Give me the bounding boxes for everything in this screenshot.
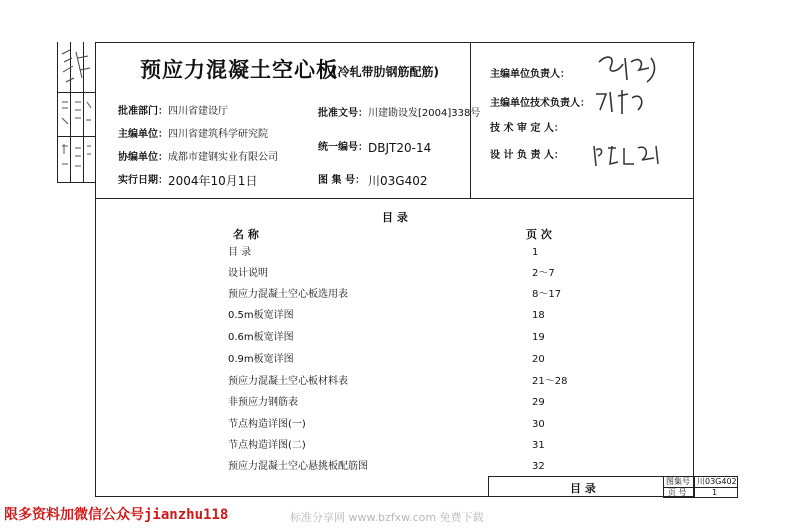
toc-item-page: 21～28 <box>532 376 568 387</box>
titleblock-page-label: 页 号 <box>668 488 687 497</box>
frame-top-line <box>95 42 695 43</box>
toc-item-name: 节点构造详图(一) <box>228 419 306 430</box>
strip-line-a <box>57 42 58 182</box>
tech-reviewer-label: 技 术 审 定 人： <box>490 123 564 134</box>
chief-editor-value: 四川省建筑科学研究院 <box>168 129 268 140</box>
titleblock-atlas-label: 图集号 <box>666 477 690 486</box>
toc-item-name: 目 录 <box>228 247 252 258</box>
toc-item-page: 2～7 <box>532 268 555 279</box>
watermark-center: 标准分享网 www.bzfxw.com 免费下载 <box>290 511 484 524</box>
strip-hline-b <box>57 136 95 137</box>
toc-item-name: 非预应力钢筋表 <box>228 397 298 408</box>
effective-date-value: 2004年10月1日 <box>168 174 258 188</box>
approval-no-value: 川建勘设发[2004]338号 <box>368 108 481 119</box>
unified-no-value: DBJT20-14 <box>368 141 432 155</box>
effective-date-label: 实行日期： <box>118 175 168 186</box>
toc-col-name: 名 称 <box>233 228 259 241</box>
atlas-no-value: 川03G402 <box>368 174 428 188</box>
titleblock-atlas-value: 川03G402 <box>697 477 737 486</box>
header-vertical-divider <box>470 42 471 198</box>
drawing-subtitle: (冷轧带肋钢筋配筋) <box>332 65 439 79</box>
chief-editor-label: 主编单位： <box>118 129 168 140</box>
titleblock-right-line <box>737 476 738 498</box>
strip-hline-c <box>57 182 95 183</box>
toc-item-name: 0.5m板宽详图 <box>228 310 294 321</box>
frame-bottom-line <box>95 496 694 497</box>
co-editor-label: 协编单位： <box>118 152 168 163</box>
toc-item-name: 0.6m板宽详图 <box>228 332 294 343</box>
approval-dept-value: 四川省建设厅 <box>168 106 228 117</box>
drawing-title: 预应力混凝土空心板 <box>140 58 338 82</box>
approval-dept-label: 批准部门： <box>118 106 168 117</box>
toc-item-page: 31 <box>532 440 545 451</box>
toc-item-page: 8～17 <box>532 289 562 300</box>
header-divider <box>95 198 694 199</box>
titleblock-page-value: 1 <box>712 488 718 497</box>
unified-no-label: 统一编号： <box>318 142 368 153</box>
toc-col-page: 页 次 <box>526 228 552 241</box>
chief-unit-lead-label: 主编单位负责人： <box>490 69 570 80</box>
toc-item-page: 18 <box>532 310 545 321</box>
toc-item-name: 设计说明 <box>228 268 268 279</box>
toc-item-name: 预应力混凝土空心悬挑板配筋图 <box>228 461 368 472</box>
signature-tech-lead <box>592 88 652 120</box>
strip-hline-a <box>57 92 95 93</box>
toc-item-page: 20 <box>532 354 545 365</box>
toc-item-page: 30 <box>532 419 545 430</box>
frame-right-line <box>693 42 694 497</box>
toc-item-name: 预应力混凝土空心板材料表 <box>228 376 348 387</box>
toc-item-page: 19 <box>532 332 545 343</box>
binding-stamp-marks <box>60 48 94 88</box>
approval-no-label: 批准文号： <box>318 108 368 119</box>
frame-left-line <box>95 42 96 497</box>
titleblock-left-line <box>488 476 489 497</box>
watermark-left: 限多资料加微信公众号jianzhu118 <box>4 507 229 523</box>
titleblock-name: 目 录 <box>570 482 596 495</box>
binding-small-marks <box>59 98 93 132</box>
toc-item-page: 29 <box>532 397 545 408</box>
co-editor-value: 成都市建钢实业有限公司 <box>168 152 278 163</box>
titleblock-ext-bottom <box>663 497 738 498</box>
binding-small-marks-2 <box>59 142 93 176</box>
toc-item-page: 32 <box>532 461 545 472</box>
toc-item-name: 节点构造详图(二) <box>228 440 306 451</box>
toc-item-name: 预应力混凝土空心板选用表 <box>228 289 348 300</box>
signature-chief-unit-lead <box>595 52 665 90</box>
design-lead-label: 设 计 负 责 人： <box>490 150 564 161</box>
toc-heading: 目 录 <box>382 211 408 224</box>
atlas-no-label: 图 集 号： <box>318 175 365 186</box>
toc-item-name: 0.9m板宽详图 <box>228 354 294 365</box>
signature-design-lead <box>590 142 662 174</box>
chief-unit-tech-lead-label: 主编单位技术负责人： <box>490 98 590 109</box>
toc-item-page: 1 <box>532 247 539 258</box>
